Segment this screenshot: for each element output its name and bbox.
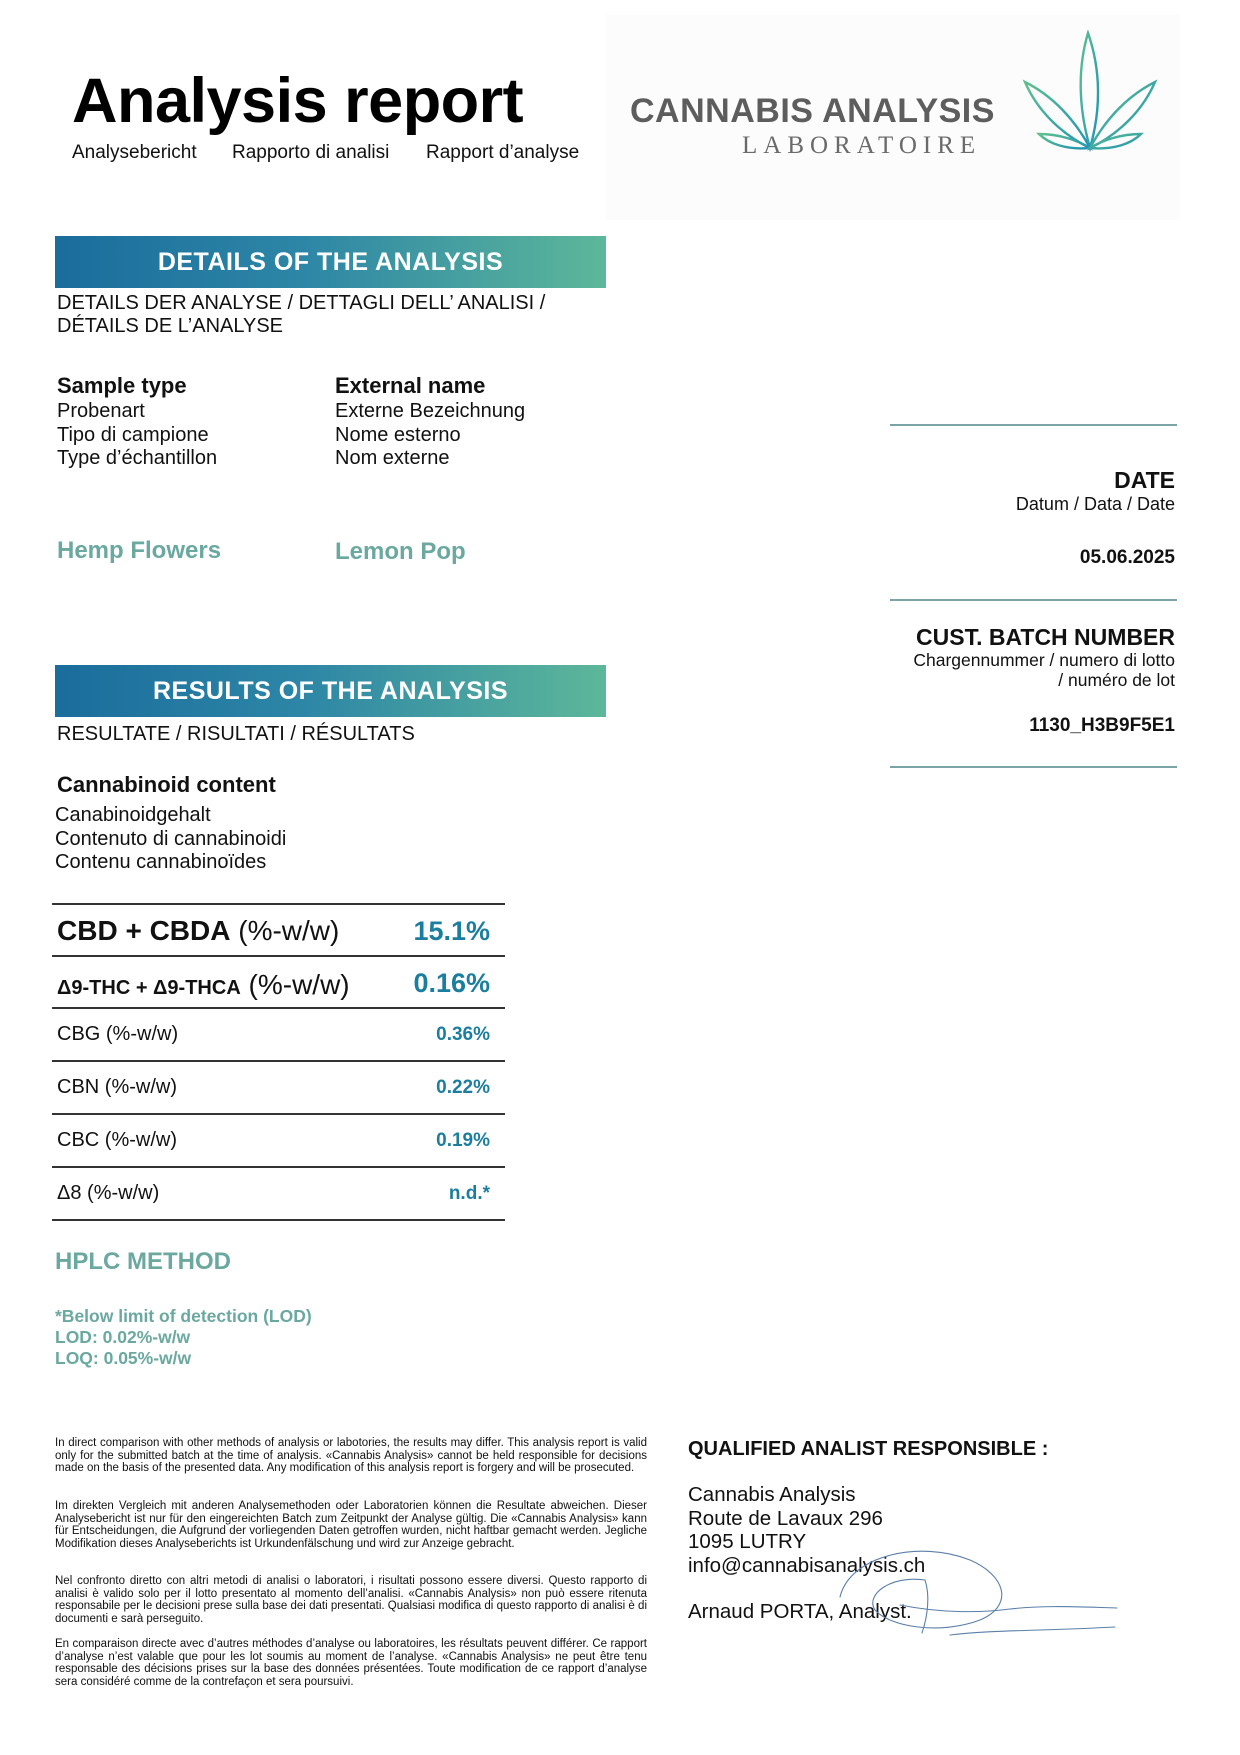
date-label: DATE [1114,467,1175,493]
sample-type-value: Hemp Flowers [57,537,222,564]
result-value: n.d.* [448,1183,490,1204]
result-row-cbc [52,1113,505,1166]
batch-sublabel-line2: / numéro de lot [1058,670,1175,690]
details-subheading-line2: DÉTAILS DE L’ANALYSE [57,315,284,337]
cannabinoid-translations [55,804,286,875]
divider [890,766,1177,768]
details-subheading [57,292,545,338]
result-value: 15.1% [413,916,490,946]
method-notes [55,1306,312,1369]
date-value: 05.06.2025 [1079,547,1175,568]
cannabinoid-fr: Contenu cannabinoïdes [55,851,267,873]
result-name [57,915,339,947]
disclaimer-it: Nel confronto diretto con altri metodi di analisi o laboratori, i risultati possono essere diversi. Questo rapporto di analisi è valido solo per il lotto presentato al momento dell’analisi. «Cannabis Analysis» non può essere ritenuta responsabile per le decisioni prese sulla base dei dati presentati. Qualsiasi modifica di questo rapporto di analisi è di documenti e sarà perseguito. [55,1575,647,1625]
cannabinoid-de: Canabinoidgehalt [55,804,211,826]
loq-value: LOQ: 0.05%-w/w [55,1348,192,1368]
disclaimer-en: In direct comparison with other methods of analysis or labotories, the results may differ. This analysis report is valid only for the submitted batch at the time of analysis. «Cannabis Analysis» cannot be held responsible for decisions made on the basis of the presented data. Any modification of this analysis report is forgery and will be prosecuted. [55,1437,647,1474]
subtitle-de: Analysebericht [72,142,197,163]
result-row-delta8 [52,1166,505,1221]
divider [890,599,1177,601]
subtitle-fr: Rapport d’analyse [426,142,580,163]
sample-type-fr: Type d’échantillon [57,447,218,469]
results-table [52,903,505,1221]
batch-value: 1130_H3B9F5E1 [1029,715,1175,736]
lod-note: *Below limit of detection (LOD) [55,1306,312,1326]
external-name-block [335,373,525,471]
lod-value: LOD: 0.02%-w/w [55,1327,191,1347]
result-row-thc [52,955,505,1007]
method-title: HPLC METHOD [55,1248,231,1275]
result-row-cbg [52,1007,505,1060]
result-unit: (%-w/w) [230,915,340,946]
external-name-it: Nome esterno [335,423,461,446]
signatory-street: Route de Lavaux 296 [688,1506,883,1530]
result-value: 0.16% [413,968,490,998]
details-subheading-line1: DETAILS DER ANALYSE / DETTAGLI DELL’ ANALISI / [57,292,546,314]
details-heading: DETAILS OF THE ANALYSIS [55,236,606,288]
sample-type-block [57,373,217,471]
results-heading: RESULTS OF THE ANALYSIS [55,665,606,717]
result-name-bold: CBD + CBDA [57,915,231,946]
external-name-de: Externe Bezeichnung [335,400,526,422]
sample-type-label: Sample type [57,373,187,398]
result-row-cbd [52,903,505,955]
cannabis-leaf-icon [1015,30,1165,155]
disclaimer-fr: En comparaison directe avec d’autres méthodes d’analyse ou laboratoires, les résultats peuvent différer. Ce rapport d’analyse n’est valable que pour les lot soumis au moment de l’analyse. «Cannabis Analysis» ne peut être tenu responsable des décisions prises sur la base des données présentées. Toute modification de ce rapport d’analyse sera considéré comme de la contrefaçon et sera poursuivi. [55,1638,647,1688]
cannabinoid-it: Contenuto di cannabinoidi [55,827,287,850]
results-subheading: RESULTATE / RISULTATI / RÉSULTATS [57,723,415,745]
report-title: Analysis report [72,66,524,136]
result-unit: (%-w/w) [240,969,350,1000]
subtitle-it: Rapporto di analisi [232,142,390,163]
result-name: CBG (%-w/w) [57,1023,179,1045]
signatory-company: Cannabis Analysis [688,1483,856,1506]
result-name-bold: Δ9-THC + Δ9-THCA [57,977,241,999]
date-sublabel: Datum / Data / Date [1015,494,1175,514]
external-name-label: External name [335,373,486,398]
signature-mark [830,1535,1120,1645]
result-name: CBN (%-w/w) [57,1076,177,1098]
logo-name: CANNABIS ANALYSIS [630,92,995,130]
result-value: 0.22% [436,1077,490,1098]
sample-type-it: Tipo di campione [57,423,209,446]
result-name: CBC (%-w/w) [57,1129,177,1151]
result-row-cbn [52,1060,505,1113]
logo-subname: LABORATOIRE [742,132,982,159]
batch-sublabel-line1: Chargennummer / numero di lotto [913,650,1175,670]
signatory-email: info@cannabisanalysis.ch [688,1553,926,1577]
external-name-value: Lemon Pop [335,538,466,565]
sample-type-de: Probenart [57,400,145,422]
external-name-fr: Nom externe [335,447,450,469]
result-name: Δ8 (%-w/w) [57,1182,160,1204]
result-value: 0.19% [436,1130,490,1151]
result-value: 0.36% [436,1024,490,1045]
signatory-heading: QUALIFIED ANALIST RESPONSIBLE : [688,1438,1049,1460]
signatory-analyst: Arnaud PORTA, Analyst. [688,1600,912,1623]
batch-sublabel [913,650,1175,690]
result-name [57,969,350,1001]
signatory-city: 1095 LUTRY [688,1530,807,1553]
batch-label: CUST. BATCH NUMBER [916,624,1175,650]
disclaimer-de: Im direkten Vergleich mit anderen Analysemethoden oder Laboratorien können die Resultate abweichen. Dieser Analysebericht ist nur für den eingereichten Batch zum Zeitpunkt der Analyse gültig. Die «Cannabis Analysis» kann für Entscheidungen, die Aufgrund der vorliegenden Daten getroffen wurden, nicht haftbar gemacht werden. Jegliche Modifikation dieses Analyseberichts ist Urkundenfälschung und wird zur Anzeige gebracht. [55,1500,647,1550]
cannabinoid-label: Cannabinoid content [57,772,276,797]
divider [890,424,1177,426]
